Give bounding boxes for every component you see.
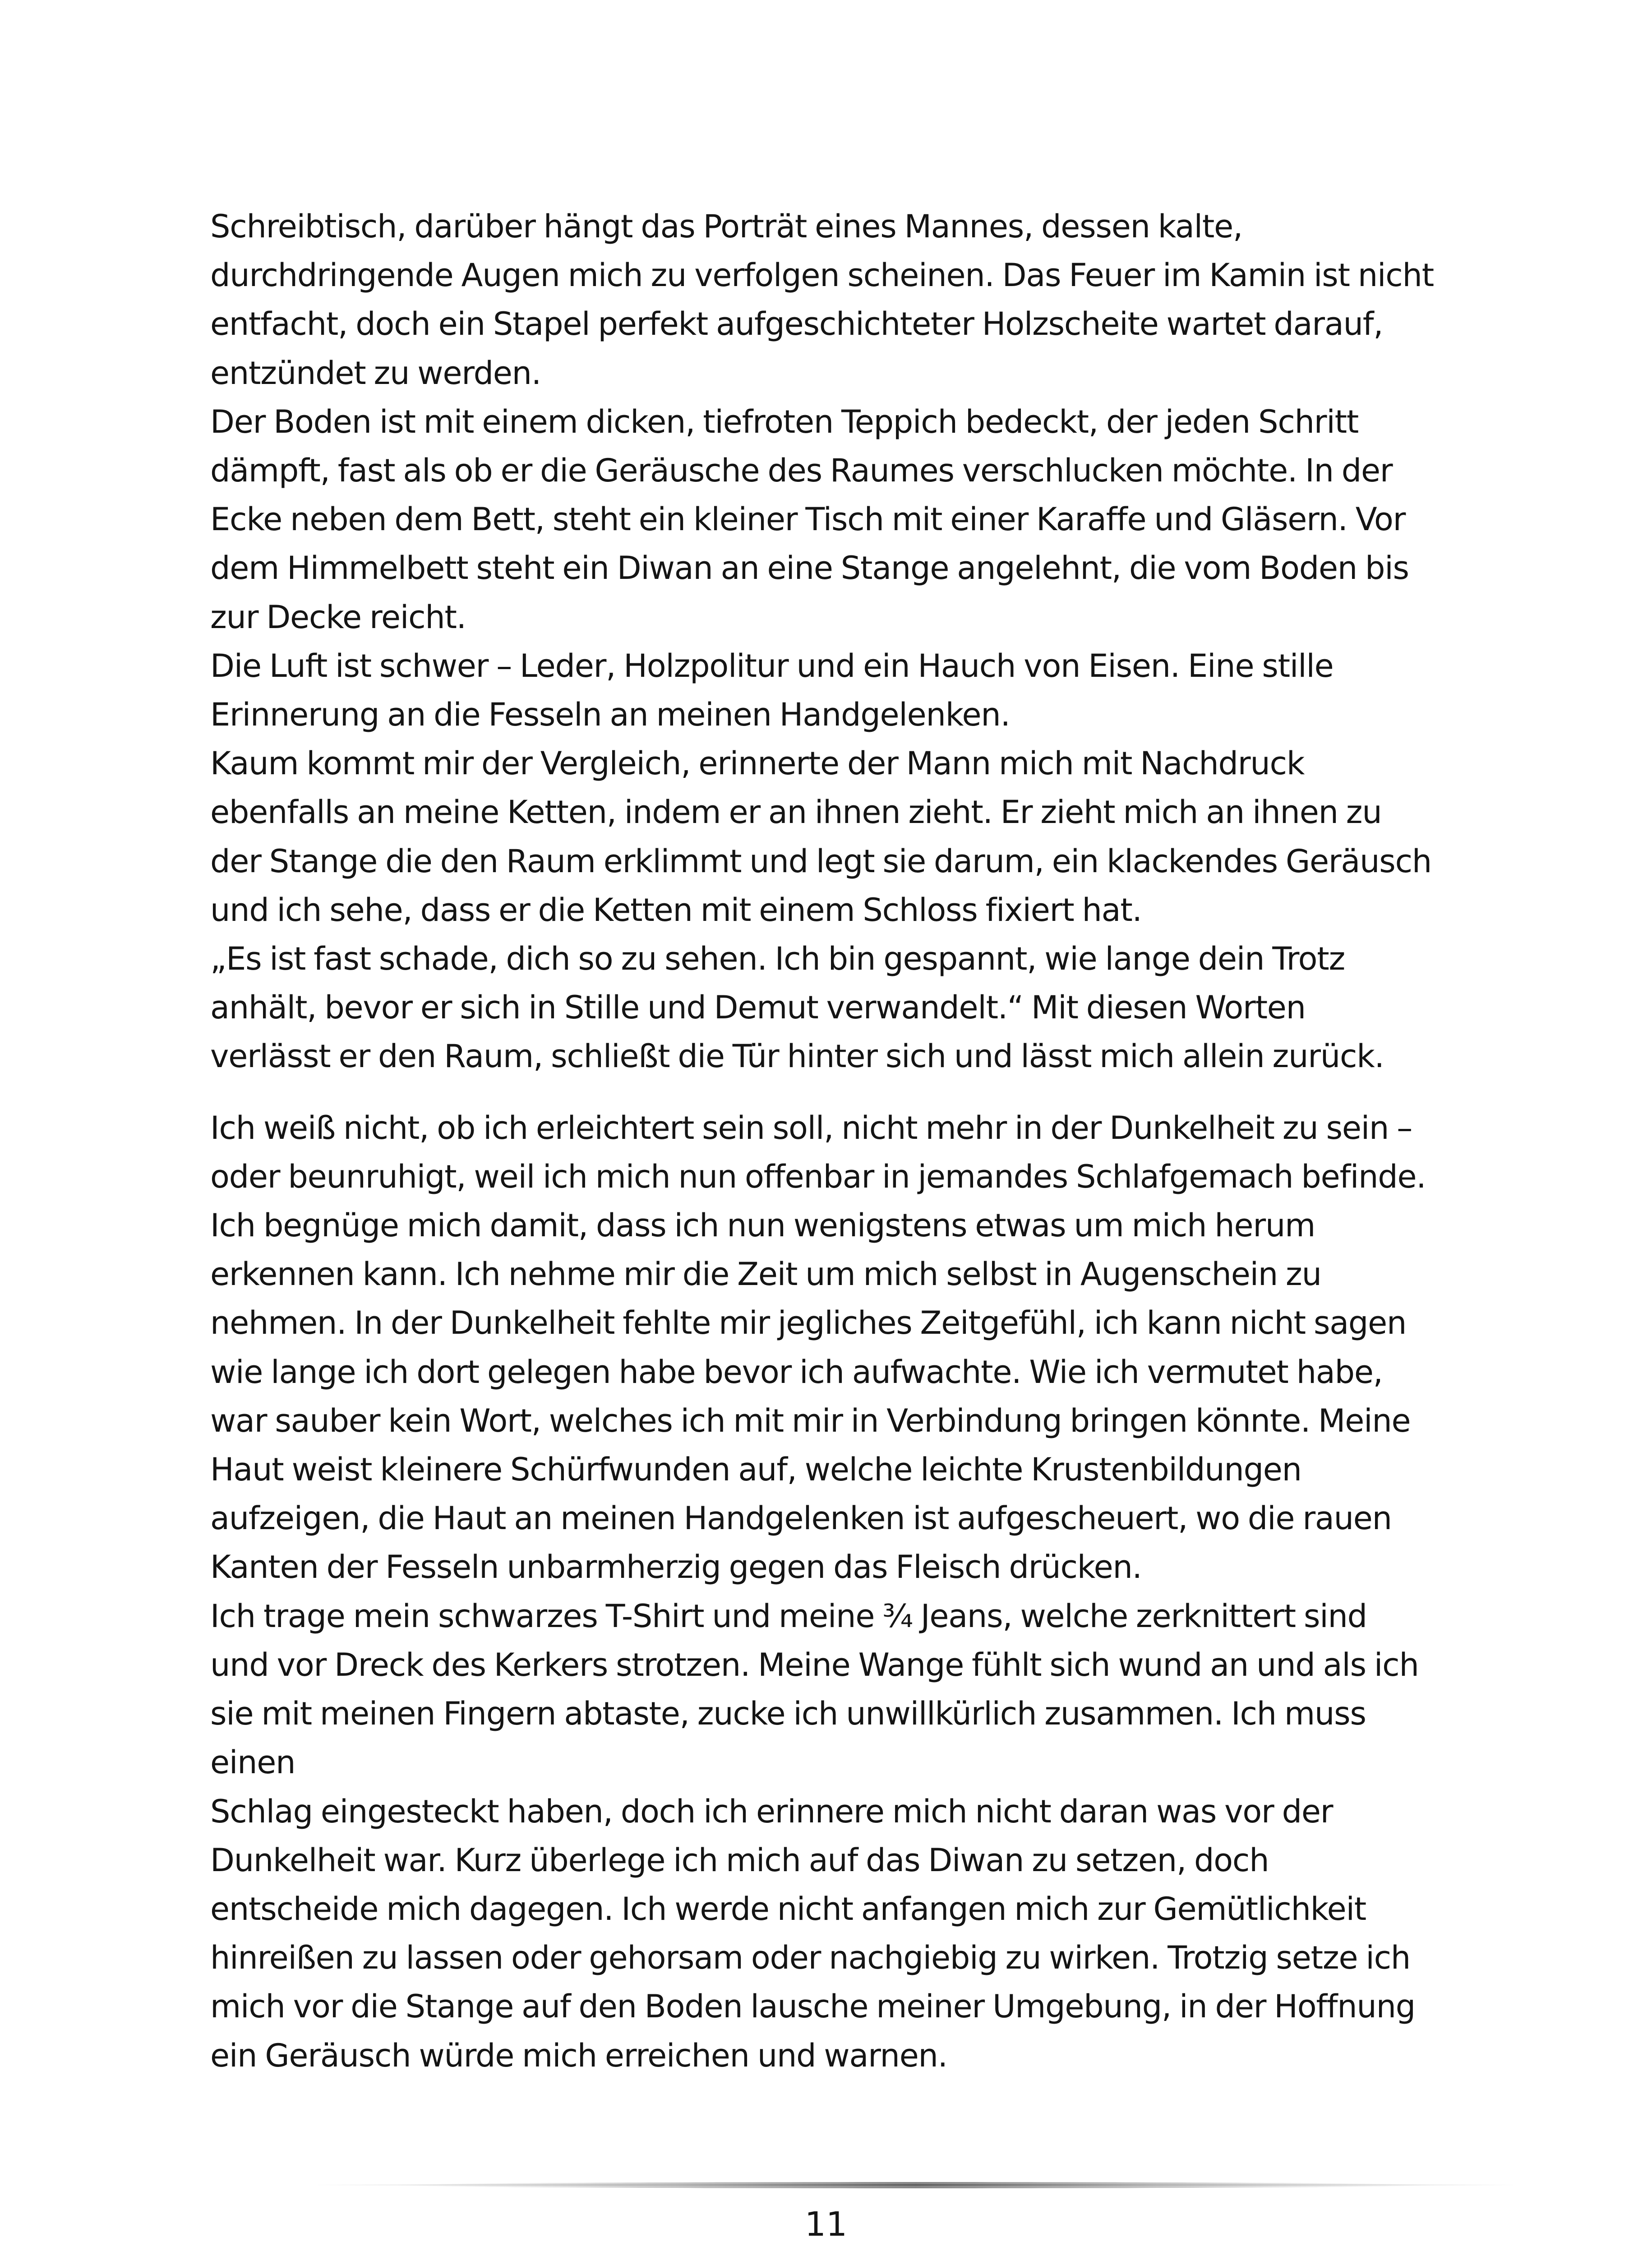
paragraph — [210, 642, 1455, 739]
paragraph — [210, 1787, 1455, 2080]
text-line: „Es ist fast schade, dich so zu sehen. Ich bin gespannt, wie lange dein Trotz — [210, 940, 1345, 978]
text-line: Kaum kommt mir der Vergleich, erinnerte der Mann mich mit Nachdruck — [210, 745, 1305, 782]
text-line: war sauber kein Wort, welches ich mit mir in Verbindung bringen könnte. Meine — [210, 1402, 1411, 1439]
text-line: anhält, bevor er sich in Stille und Demut verwandelt.“ Mit diesen Worten — [210, 989, 1306, 1026]
text-line: Ecke neben dem Bett, steht ein kleiner Tisch mit einer Karaffe und Gläsern. Vor — [210, 501, 1406, 538]
footer-divider-line — [316, 2184, 1516, 2186]
text-line: Kanten der Fesseln unbarmherzig gegen das Fleisch drücken. — [210, 1549, 1142, 1586]
text-line: ein Geräusch würde mich erreichen und warnen. — [210, 2037, 947, 2074]
body-text — [210, 202, 1455, 2080]
text-line: durchdringende Augen mich zu verfolgen scheinen. Das Feuer im Kamin ist nicht — [210, 257, 1434, 294]
paragraph — [210, 739, 1455, 934]
text-line: Erinnerung an die Fesseln an meinen Handgelenken. — [210, 696, 1010, 734]
text-line: oder beunruhigt, weil ich mich nun offenbar in jemandes Schlafgemach befinde. — [210, 1158, 1426, 1195]
text-line: Dunkelheit war. Kurz überlege ich mich auf das Diwan zu setzen, doch — [210, 1841, 1269, 1879]
text-line: der Stange die den Raum erklimmt und legt sie darum, ein klackendes Geräusch — [210, 842, 1432, 880]
text-line: dämpft, fast als ob er die Geräusche des Raumes verschlucken möchte. In der — [210, 452, 1393, 490]
paragraph — [210, 202, 1455, 398]
text-line: Der Boden ist mit einem dicken, tiefroten Teppich bedeckt, der jeden Schritt — [210, 403, 1359, 440]
text-line: hinreißen zu lassen oder gehorsam oder nachgiebig zu wirken. Trotzig setze ich — [210, 1939, 1411, 1977]
paragraph — [210, 398, 1455, 642]
text-line: Ich trage mein schwarzes T-Shirt und meine ¾ Jeans, welche zerknittert sind — [210, 1597, 1367, 1635]
page-number: 11 — [804, 2205, 848, 2244]
paragraph — [210, 1592, 1455, 1787]
text-line: ebenfalls an meine Ketten, indem er an ihnen zieht. Er zieht mich an ihnen zu — [210, 794, 1382, 831]
text-line: entfacht, doch ein Stapel perfekt aufgeschichteter Holzscheite wartet darauf, — [210, 305, 1383, 343]
text-line: und ich sehe, dass er die Ketten mit einem Schloss fixiert hat. — [210, 891, 1142, 929]
paragraph — [210, 1104, 1455, 1592]
text-line: und vor Dreck des Kerkers strotzen. Meine Wange fühlt sich wund an und als ich — [210, 1646, 1419, 1683]
paragraph — [210, 934, 1455, 1081]
text-line: Schreibtisch, darüber hängt das Porträt eines Mannes, dessen kalte, — [210, 208, 1243, 245]
text-line: Ich begnüge mich damit, dass ich nun wenigstens etwas um mich herum — [210, 1207, 1315, 1244]
text-line: nehmen. In der Dunkelheit fehlte mir jegliches Zeitgefühl, ich kann nicht sagen — [210, 1304, 1407, 1342]
text-line: verlässt er den Raum, schließt die Tür hinter sich und lässt mich allein zurück. — [210, 1038, 1384, 1075]
text-line: entscheide mich dagegen. Ich werde nicht anfangen mich zur Gemütlichkeit — [210, 1890, 1366, 1928]
text-line: mich vor die Stange auf den Boden lausche meiner Umgebung, in der Hoffnung — [210, 1988, 1415, 2025]
text-line: dem Himmelbett steht ein Diwan an eine Stange angelehnt, die vom Boden bis — [210, 550, 1409, 587]
text-line: wie lange ich dort gelegen habe bevor ich aufwachte. Wie ich vermutet habe, — [210, 1353, 1383, 1391]
text-line: Haut weist kleinere Schürfwunden auf, welche leichte Krustenbildungen — [210, 1451, 1301, 1489]
text-line: erkennen kann. Ich nehme mir die Zeit um mich selbst in Augenschein zu — [210, 1256, 1321, 1293]
text-line: Die Luft ist schwer – Leder, Holzpolitur und ein Hauch von Eisen. Eine stille — [210, 647, 1334, 684]
text-line: einen — [210, 1744, 295, 1781]
text-line: aufzeigen, die Haut an meinen Handgelenken ist aufgescheuert, wo die rauen — [210, 1500, 1392, 1537]
text-line: zur Decke reicht. — [210, 598, 466, 636]
text-line: Ich weiß nicht, ob ich erleichtert sein soll, nicht mehr in der Dunkelheit zu sein – — [210, 1109, 1412, 1146]
text-line: entzündet zu werden. — [210, 354, 541, 392]
text-line: Schlag eingesteckt haben, doch ich erinnere mich nicht daran was vor der — [210, 1793, 1333, 1830]
text-line: sie mit meinen Fingern abtaste, zucke ich unwillkürlich zusammen. Ich muss — [210, 1695, 1366, 1733]
